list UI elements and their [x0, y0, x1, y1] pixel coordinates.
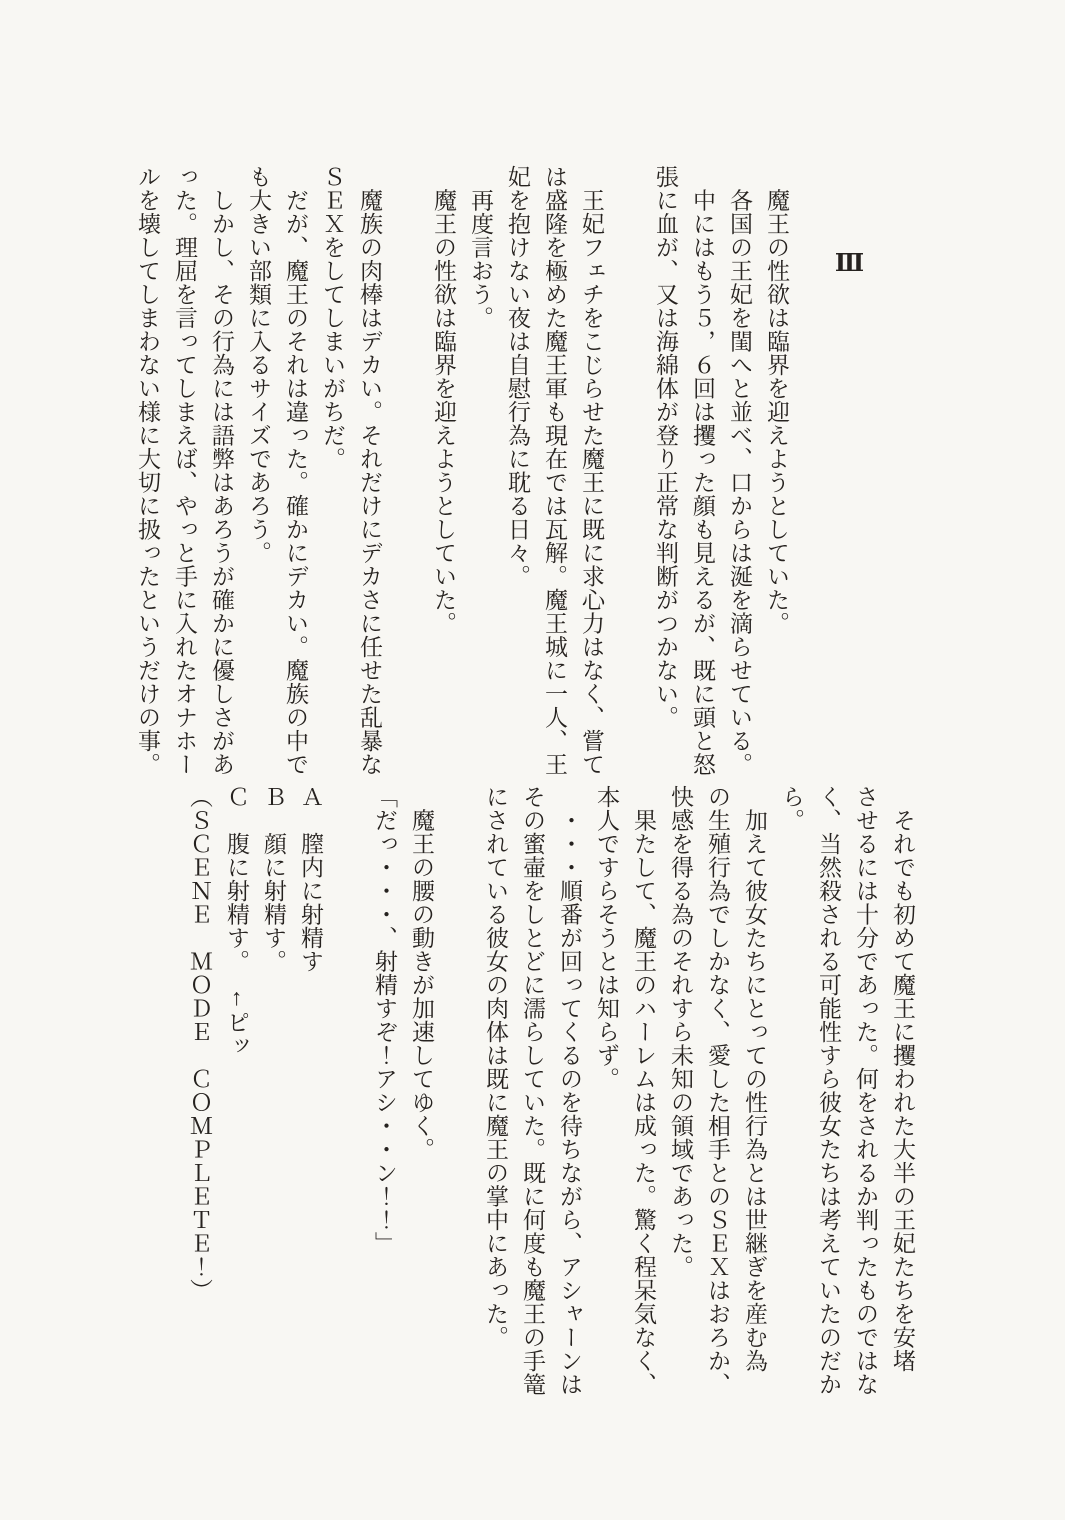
text-column: ・・・順番が回ってくるのを待ちながら、アシャーンは	[557, 785, 582, 1396]
text-column: ルを壊してしまわない様に大切に扱ったというだけの事。	[135, 165, 160, 776]
text-column: Ｃ 腹に射精す。 ↑ピッ	[224, 785, 249, 1058]
text-column	[440, 785, 477, 1403]
text-column: 妃を抱けない夜は自慰行為に耽る日々。	[505, 165, 530, 588]
text-column: 魔族の肉棒はデカい。それだけにデカさに任せた乱暴な	[357, 165, 382, 776]
text-column: 魔王の腰の動きが加速してゆく。	[409, 785, 434, 1161]
text-column: の生殖行為でしかなく、愛した相手とのＳＥＸはおろか、	[705, 785, 730, 1396]
text-column: （ＳＣＥＮＥ ＭＯＤＥ ＣＯＭＰＬＥＴＥ！）	[187, 785, 212, 1302]
text-column: は盛隆を極めた魔王軍も現在では瓦解。魔王城に一人、王	[542, 165, 567, 776]
text-column: 張に血が、又は海綿体が登り正常な判断がつかない。	[653, 165, 678, 729]
text-column: しかし、その行為には語弊はあろうが確かに優しさがあ	[209, 165, 234, 776]
text-column: 本人ですらそうとは知らず。	[594, 785, 619, 1091]
up-arrow-icon: ↑	[224, 985, 249, 1011]
text-column	[329, 785, 366, 1403]
text-column: Ｂ 顔に射精す。	[261, 785, 286, 973]
text-column: その蜜壷をしとどに濡らしていた。既に何度も魔王の手篭	[520, 785, 545, 1396]
text-column: った。理屈を言ってしまえば、やっと手に入れたオナホー	[172, 165, 197, 776]
text-column: 魔王の性欲は臨界を迎えようとしていた。	[431, 165, 456, 635]
section-heading: Ⅲ	[835, 248, 861, 277]
text-column: 快感を得る為のそれすら未知の領域であった。	[668, 785, 693, 1279]
text-column	[610, 165, 647, 783]
text-column: 加えて彼女たちにとっての性行為とは世継ぎを産む為	[742, 785, 767, 1373]
text-column: 中にはもう５，６回は攫った顔も見えるが、既に頭と怒	[690, 165, 715, 776]
text-column: させるには十分であった。何をされるか判ったものではな	[853, 785, 878, 1396]
text-column: にされている彼女の肉体は既に魔王の掌中にあった。	[483, 785, 508, 1349]
text-column: それでも初めて魔王に攫われた大半の王妃たちを安堵	[890, 785, 915, 1373]
text-column: ら。	[779, 785, 804, 832]
text-column: だが、魔王のそれは違った。確かにデカい。魔族の中で	[283, 165, 308, 776]
bottom-text-block	[181, 785, 921, 1403]
text-column: 「だっ・・・、射精すぞ！アシ・・ン！！」	[372, 785, 397, 1255]
text-column: 果たして、魔王のハーレムは成った。驚く程呆気なく、	[631, 785, 656, 1396]
text-column: 王妃フェチをこじらせた魔王に既に求心力はなく、嘗て	[579, 165, 604, 776]
text-column: も大きい部類に入るサイズであろう。	[246, 165, 271, 565]
text-column: 再度言おう。	[468, 165, 493, 330]
text-column: 魔王の性欲は臨界を迎えようとしていた。	[764, 165, 789, 635]
text-column	[388, 165, 425, 783]
text-column: Ａ 膣内に射精す	[298, 785, 323, 973]
text-column: 各国の王妃を閨へと並べ、口からは涎を滴らせている。	[727, 165, 752, 776]
top-text-block	[129, 165, 795, 783]
text-column: ＳＥＸをしてしまいがちだ。	[320, 165, 345, 471]
text-column: く、当然殺される可能性すら彼女たちは考えていたのだか	[816, 785, 841, 1396]
